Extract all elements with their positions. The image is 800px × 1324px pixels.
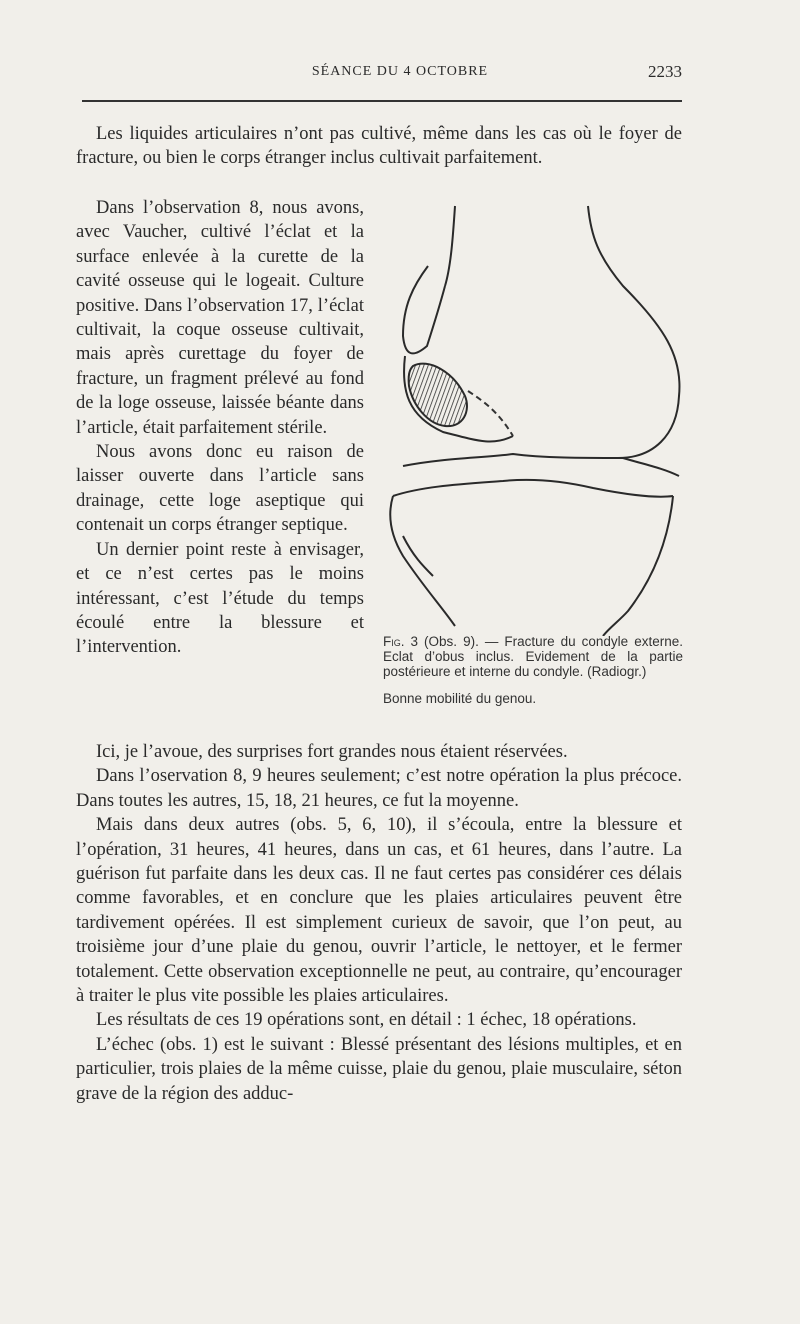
figure-caption <box>383 634 683 706</box>
paragraph-loge-aseptique: Nous avons donc eu raison de laisser ouverte dans l’article sans drainage, cette loge aseptique qui contenait un corps étranger septique. <box>76 442 364 536</box>
paragraph-surprises: Ici, je l’avoue, des surprises fort grandes nous étaient réservées. <box>96 742 568 762</box>
femoral-condyle-outline <box>588 206 680 458</box>
left-column <box>76 196 364 660</box>
femur-left-edge <box>445 206 455 286</box>
joint-line <box>403 454 679 476</box>
caption-line-1 <box>383 634 683 679</box>
intro-text: Les liquides articulaires n’ont pas cultivé, même dans les cas où le foyer de fracture, ou bien le corps étranger inclus cultivait parfaitement. <box>76 124 682 169</box>
paragraph-resultats: Les résultats de ces 19 opérations sont, en détail : 1 échec, 18 opérations. <box>96 1010 637 1031</box>
shell-fragment <box>409 364 467 427</box>
paragraph-echec: L’échec (obs. 1) est le suivant : Blessé présentant des lésions multiples, et en particulier, trois plaies de la même cuisse, plaie du genou, plaie musculaire, séton grave de la région des adduc- <box>76 1034 682 1104</box>
figure-caption-text: (Obs. 9). — Fracture du condyle externe. Eclat d’obus inclus. Evidement de la partie postérieure et interne du condyle. (Radiogr.) <box>383 634 683 679</box>
page-number: 2233 <box>648 62 682 81</box>
main-text-full-width <box>76 740 682 1106</box>
paragraph-observation-8: Dans l’observation 8, nous avons, avec Vaucher, cultivé l’éclat et la surface enlevée à la curette de la cavité osseuse qui le logeait. Culture positive. Dans l’observation 17, l’éclat cultivait, la coque osseuse cultivait, mais après curettage du foyer de fracture, un fragment prélevé au fond de la loge osseuse, laissée béante dans l’article, était parfaitement stérile. <box>76 198 364 438</box>
tibial-plateau <box>393 480 673 497</box>
figure-caption-2: Bonne mobilité du genou. <box>383 691 537 706</box>
knee-radiograph-illustration <box>383 196 683 636</box>
header-rule <box>82 100 682 102</box>
paragraph-observation-precoce: Dans l’oservation 8, 9 heures seulement; c’est notre opération la plus précoce. Dans toutes les autres, 15, 18, 21 heures, ce fut la moyenne. <box>76 766 682 811</box>
paragraph-temps-ecoule: Un dernier point reste à envisager, et ce n’est certes pas le moins intéressant, c’est l’étude du temps écoulé entre la blessure et l’intervention. <box>76 539 364 658</box>
intro-paragraph <box>76 122 682 171</box>
tibia-left-edge <box>390 496 455 626</box>
fibula-hint <box>403 536 433 576</box>
paragraph-delais: Mais dans deux autres (obs. 5, 6, 10), il s’écoula, entre la blessure et l’opération, 31 heures, 41 heures, dans un cas, et 61 heures, dans l’autre. La guérison fut parfaite dans les deux cas. Il ne faut certes pas considérer ces délais comme favorables, et en conclure que les plaies articulaires peuvent être tardivement opérées. Il est simplement curieux de savoir, que l’on peut, au troisième jour d’une plaie du genou, ouvrir l’article, le nettoyer, et le fermer totalement. Cette observation exceptionnelle ne peut, au contraire, qu’encourager à traiter le plus vite possible les plaies articulaires. <box>76 815 682 1007</box>
evidement-dashed-line <box>468 391 513 436</box>
tibia-right-edge <box>603 496 673 636</box>
figure-label: Fig. 3 <box>383 634 419 649</box>
patella-outline <box>403 266 445 353</box>
running-header-title: SÉANCE DU 4 OCTOBRE <box>311 64 489 79</box>
